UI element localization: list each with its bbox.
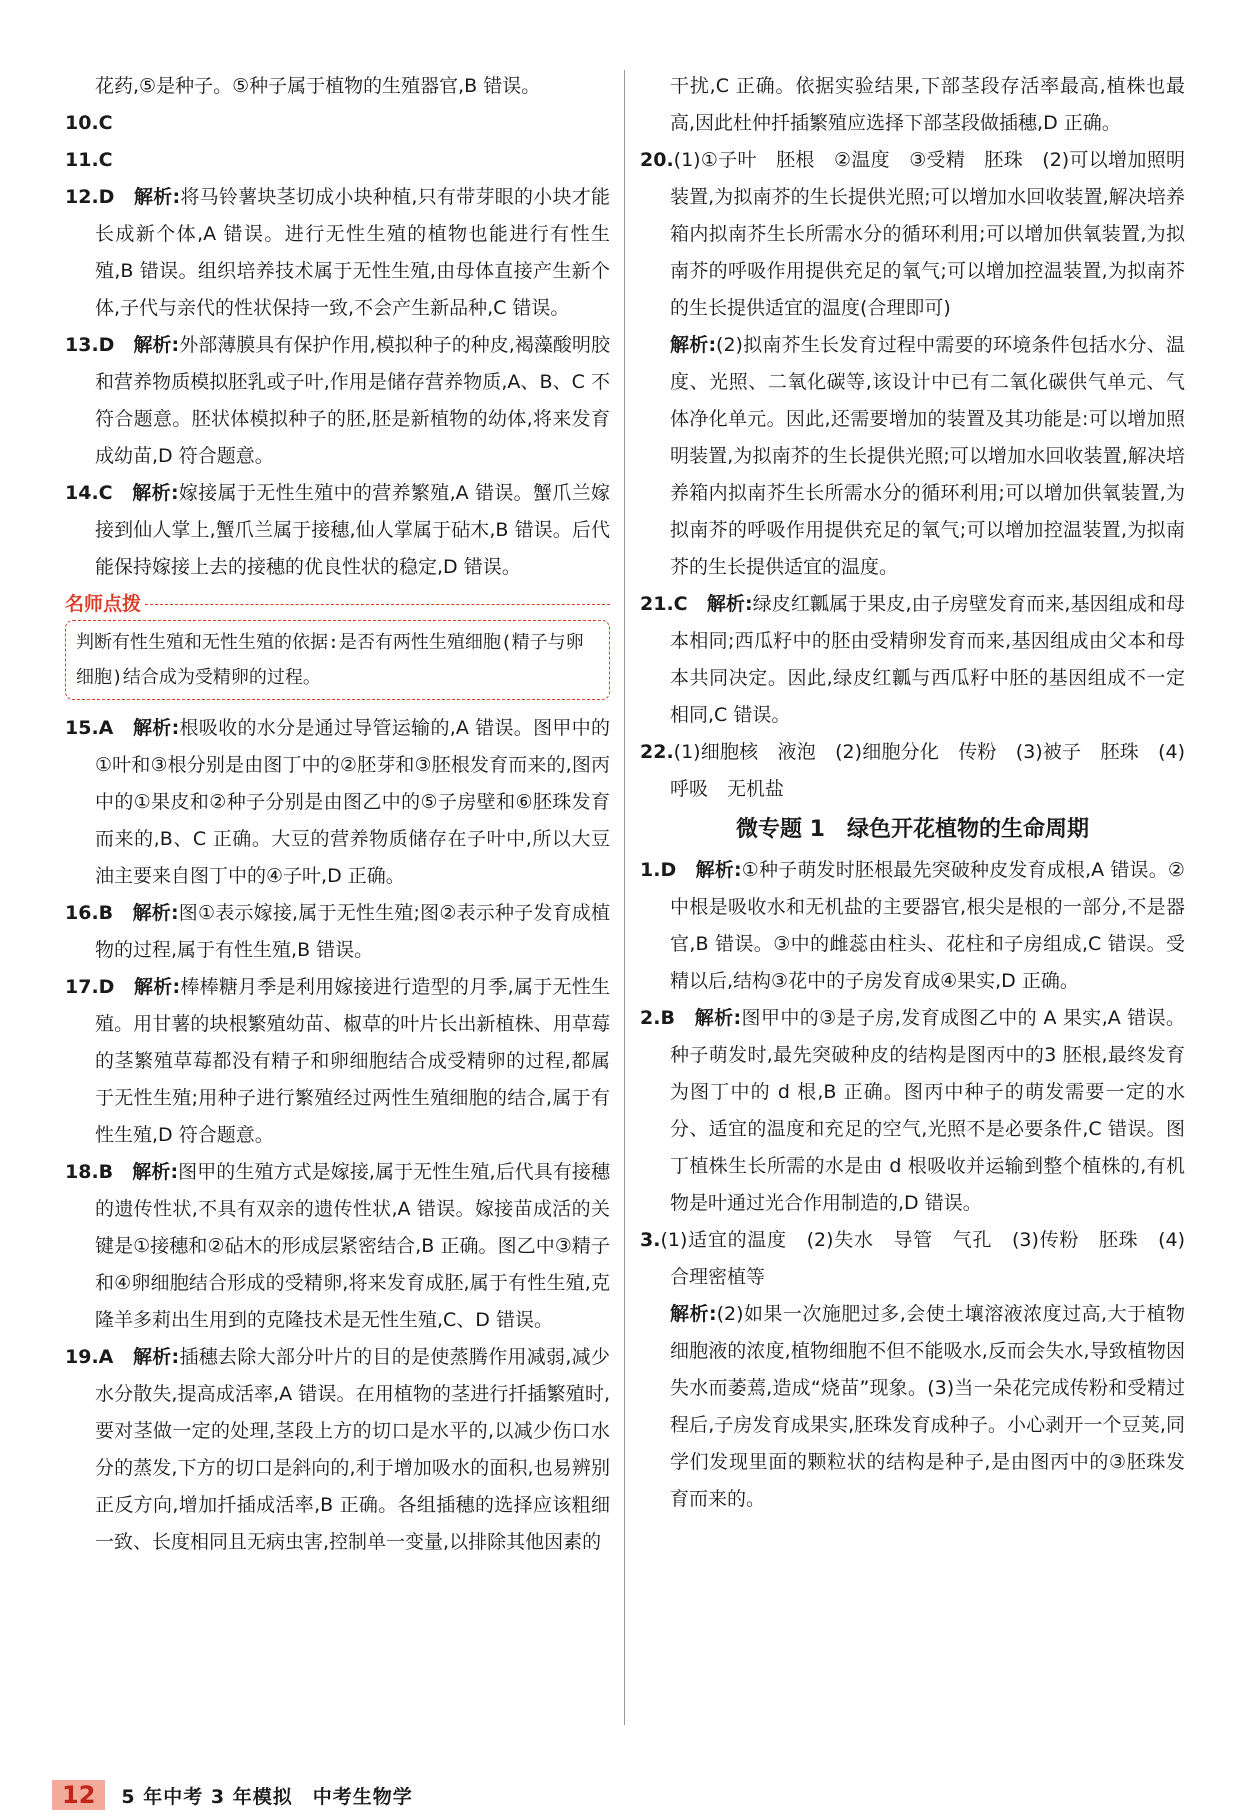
answer-16 xyxy=(65,895,610,969)
answer-10 xyxy=(65,105,610,142)
answer-18 xyxy=(65,1154,610,1339)
topic-answer-3 xyxy=(640,1222,1185,1296)
answer-17 xyxy=(65,969,610,1154)
answer-number: 12.D xyxy=(65,186,115,208)
column-divider xyxy=(624,70,625,1725)
analysis-text: 图甲中的③是子房,发育成图乙中的 A 果实,A 错误。种子萌发时,最先突破种皮的结构是图丙中的3 胚根,最终发育为图丁中的 d 根,B 正确。图丙中种子的萌发需要一定的水分、适宜的温度和充足的空气,光照不是必要条件,C 错误。图丁植株生长所需的水是由 d 根吸收并运输到整个植株的,有机物是叶通过光合作用制造的,D 错误。 xyxy=(670,1007,1185,1214)
analysis-text: (2)拟南芥生长发育过程中需要的环境条件包括水分、温度、光照、二氧化碳等,该设计中已有二氧化碳供气单元、气体净化单元。因此,还需要增加的装置及其功能是:可以增加照明装置,为拟南芥的生长提供光照;可以增加水回收装置,解决培养箱内拟南芥生长所需水分的循环利用;可以增加供氧装置,为拟南芥的呼吸作用提供充足的氧气;可以增加控温装置,为拟南芥的生长提供适宜的温度。 xyxy=(670,334,1185,578)
answer-number: 10.C xyxy=(65,112,113,134)
answer-number: 14.C xyxy=(65,482,113,504)
topic-answer-2 xyxy=(640,1000,1185,1222)
analysis-text: ①种子萌发时胚根最先突破种皮发育成根,A 错误。②中根是吸收水和无机盐的主要器官,根尖是根的一部分,不是器官,B 错误。③中的雌蕊由柱头、花柱和子房组成,C 错误。受精以后,结构③花中的子房发育成④果实,D 正确。 xyxy=(670,859,1185,992)
topic-answer-1 xyxy=(640,852,1185,1000)
right-column xyxy=(640,68,1185,1518)
answer-20 xyxy=(640,142,1185,327)
answer-text: (1)①子叶 胚根 ②温度 ③受精 胚珠 (2)可以增加照明装置,为拟南芥的生长提供光照;可以增加水回收装置,解决培养箱内拟南芥生长所需水分的循环利用;可以增加供氧装置,为拟南芥的呼吸作用提供充足的氧气;可以增加控温装置,为拟南芥的生长提供适宜的温度(合理即可) xyxy=(670,149,1185,319)
analysis-text: 图①表示嫁接,属于无性生殖;图②表示种子发育成植物的过程,属于有性生殖,B 错误。 xyxy=(95,902,610,961)
analysis-label: 解析: xyxy=(132,1161,179,1183)
answer-number: 18.B xyxy=(65,1161,114,1183)
answer-number: 16.B xyxy=(65,902,114,924)
answer-19 xyxy=(65,1339,610,1561)
answer-number: 2.B xyxy=(640,1007,675,1029)
answer-number: 20. xyxy=(640,149,674,171)
analysis-text: 绿皮红瓤属于果皮,由子房壁发育而来,基因组成和母本相同;西瓜籽中的胚由受精卵发育而来,基因组成由父本和母本共同决定。因此,绿皮红瓤与西瓜籽中胚的基因组成不一定相同,C 错误。 xyxy=(670,593,1185,726)
answer-continuation: 花药,⑤是种子。⑤种子属于植物的生殖器官,B 错误。 xyxy=(95,75,541,97)
analysis-text: 棒棒糖月季是利用嫁接进行造型的月季,属于无性生殖。用甘薯的块根繁殖幼苗、椒草的叶片长出新植株、用草莓的茎繁殖草莓都没有精子和卵细胞结合成受精卵的过程,都属于无性生殖;用种子进行繁殖经过两性生殖细胞的结合,属于有性生殖,D 符合题意。 xyxy=(95,976,610,1146)
answer-number: 22. xyxy=(640,741,674,763)
analysis-text: (2)如果一次施肥过多,会使土壤溶液浓度过高,大于植物细胞液的浓度,植物细胞不但不能吸水,反而会失水,导致植物因失水而萎蔫,造成“烧苗”现象。(3)当一朵花完成传粉和受精过程后,子房发育成果实,胚珠发育成种子。小心剥开一个豆荚,同学们发现里面的颗粒状的结构是种子,是由图丙中的③胚珠发育而来的。 xyxy=(670,1303,1185,1510)
left-column xyxy=(65,68,610,1561)
answer-number: 15.A xyxy=(65,717,114,739)
analysis-label: 解析: xyxy=(133,976,181,998)
answer-number: 13.D xyxy=(65,334,115,356)
analysis-label: 解析: xyxy=(132,902,179,924)
page-footer xyxy=(52,1778,413,1812)
analysis-text: 图甲的生殖方式是嫁接,属于无性生殖,后代具有接穗的遗传性状,不具有双亲的遗传性状,A 错误。嫁接苗成活的关键是①接穗和②砧木的形成层紧密结合,B 正确。图乙中③精子和④卵细胞结合形成的受精卵,将来发育成胚,属于有性生殖,克隆羊多莉出生用到的克隆技术是无性生殖,C、D 错误。 xyxy=(95,1161,610,1331)
answer-11 xyxy=(65,142,610,179)
answer-12 xyxy=(65,179,610,327)
answer-number: 3. xyxy=(640,1229,661,1251)
tips-box: 判断有性生殖和无性生殖的依据:是否有两性生殖细胞(精子与卵细胞)结合成为受精卵的过程。 xyxy=(65,620,610,700)
answer-text: (1)适宜的温度 (2)失水 导管 气孔 (3)传粉 胚珠 (4)合理密植等 xyxy=(660,1229,1185,1288)
analysis-label: 解析: xyxy=(670,1303,717,1325)
analysis-text: 外部薄膜具有保护作用,模拟种子的种皮,褐藻酸明胶和营养物质模拟胚乳或子叶,作用是储存营养物质,A、B、C 不符合题意。胚状体模拟种子的胚,胚是新植物的幼体,将来发育成幼苗,D 符合题意。 xyxy=(95,334,610,467)
analysis-text: 嫁接属于无性生殖中的营养繁殖,A 错误。蟹爪兰嫁接到仙人掌上,蟹爪兰属于接穗,仙人掌属于砧木,B 错误。后代能保持嫁接上去的接穗的优良性状的稳定,D 错误。 xyxy=(95,482,610,578)
analysis-text: 根吸收的水分是通过导管运输的,A 错误。图甲中的①叶和③根分别是由图丁中的②胚芽和③胚根发育而来的,图丙中的①果皮和②种子分别是由图乙中的⑤子房壁和⑥胚珠发育而来的,B、C 正确。大豆的营养物质储存在子叶中,所以大豆油主要来自图丁中的④子叶,D 正确。 xyxy=(95,717,610,887)
tips-title xyxy=(65,590,610,618)
analysis-label: 解析: xyxy=(695,859,742,881)
analysis-label: 解析: xyxy=(133,717,180,739)
tips-title-rule xyxy=(145,604,610,605)
answer-21 xyxy=(640,586,1185,734)
analysis-label: 解析: xyxy=(133,334,180,356)
analysis-text: 插穗去除大部分叶片的目的是使蒸腾作用减弱,减少水分散失,提高成活率,A 错误。在用植物的茎进行扦插繁殖时,要对茎做一定的处理,茎段上方的切口是水平的,以减少伤口水分的蒸发,下方的切口是斜向的,利于增加吸水的面积,也易辨别正反方向,增加扦插成活率,B 正确。各组插穗的选择应该粗细一致、长度相同且无病虫害,控制单一变量,以排除其他因素的 xyxy=(95,1346,610,1553)
answer-continuation: 干扰,C 正确。依据实验结果,下部茎段存活率最高,植株也最高,因此杜仲扦插繁殖应选择下部茎段做插穗,D 正确。 xyxy=(670,75,1185,134)
answer-text: (1)细胞核 液泡 (2)细胞分化 传粉 (3)被子 胚珠 (4)呼吸 无机盐 xyxy=(670,741,1185,800)
answer-number: 21.C xyxy=(640,593,688,615)
analysis-label: 解析: xyxy=(706,593,753,615)
section-title: 微专题 1 绿色开花植物的生命周期 xyxy=(736,817,1089,842)
answer-number: 17.D xyxy=(65,976,115,998)
answer-14 xyxy=(65,475,610,586)
analysis-label: 解析: xyxy=(694,1007,742,1029)
answer-13 xyxy=(65,327,610,475)
tips-title-text: 名师点拨 xyxy=(65,593,142,615)
analysis-text: 将马铃薯块茎切成小块种植,只有带芽眼的小块才能长成新个体,A 错误。进行无性生殖的植物也能进行有性生殖,B 错误。组织培养技术属于无性生殖,由母体直接产生新个体,子代与亲代的性状保持一致,不会产生新品种,C 错误。 xyxy=(95,186,610,319)
answer-22 xyxy=(640,734,1185,808)
analysis-label: 解析: xyxy=(670,334,717,356)
answer-15 xyxy=(65,710,610,895)
answer-number: 19.A xyxy=(65,1346,114,1368)
analysis-label: 解析: xyxy=(132,482,179,504)
book-title: 5 年中考 3 年模拟 中考生物学 xyxy=(121,1785,413,1808)
answer-number: 11.C xyxy=(65,149,113,171)
analysis-label: 解析: xyxy=(132,1346,180,1368)
analysis-20 xyxy=(640,327,1185,586)
topic-analysis-3 xyxy=(640,1296,1185,1518)
answer-number: 1.D xyxy=(640,859,677,881)
analysis-label: 解析: xyxy=(133,186,181,208)
page-number: 12 xyxy=(52,1780,105,1810)
